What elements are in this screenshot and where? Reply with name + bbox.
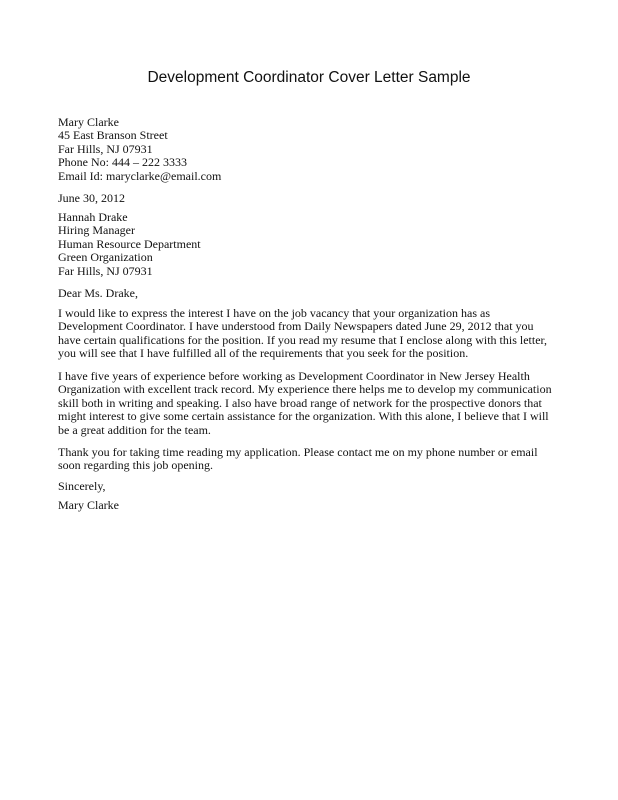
letter-date: June 30, 2012	[58, 191, 125, 205]
paragraph-line: you will see that I have fulfilled all of the requirements that you seek for the position.	[58, 346, 469, 361]
closing: Sincerely,	[58, 479, 106, 493]
paragraph-line: be a great addition for the team.	[58, 422, 211, 437]
paragraph-line: Development Coordinator. I have understood from Daily Newspapers dated June 29, 2012 that you	[58, 319, 534, 334]
paragraph-3	[58, 446, 558, 473]
paragraph-line: soon regarding this job opening.	[58, 458, 213, 473]
recipient-city: Far Hills, NJ 07931	[58, 263, 153, 278]
sender-city: Far Hills, NJ 07931	[58, 141, 153, 156]
paragraph-line: I would like to express the interest I have on the job vacancy that your organization has as	[58, 306, 490, 320]
recipient-name: Hannah Drake	[58, 210, 128, 224]
paragraph-line: I have five years of experience before working as Development Coordinator in New Jersey Health	[58, 369, 530, 383]
recipient-title: Hiring Manager	[58, 223, 135, 238]
paragraph-2	[58, 370, 558, 437]
sender-street: 45 East Branson Street	[58, 128, 168, 143]
paragraph-1	[58, 307, 558, 361]
sender-phone: Phone No: 444 – 222 3333	[58, 155, 187, 170]
sender-email: Email Id: maryclarke@email.com	[58, 168, 222, 183]
recipient-organization: Green Organization	[58, 250, 153, 265]
salutation: Dear Ms. Drake,	[58, 286, 138, 300]
recipient-address-block	[58, 211, 558, 278]
paragraph-line: might interest to give some certain assistance for the organization. With this alone, I believe that I will	[58, 409, 549, 424]
sender-address-block	[58, 116, 558, 183]
page-title: Development Coordinator Cover Letter Sample	[147, 69, 471, 86]
sender-name: Mary Clarke	[58, 115, 119, 129]
signature-name: Mary Clarke	[58, 498, 119, 512]
paragraph-line: Organization with excellent track record. My experience there helps me to develop my communication	[58, 382, 552, 397]
paragraph-line: skill both in writing and speaking. I also have broad range of network for the prospective donors that	[58, 395, 542, 410]
paragraph-line: Thank you for taking time reading my application. Please contact me on my phone number or email	[58, 445, 538, 459]
recipient-department: Human Resource Department	[58, 236, 201, 251]
paragraph-line: have certain qualifications for the position. If you read my resume that I enclose along with this letter,	[58, 332, 548, 347]
